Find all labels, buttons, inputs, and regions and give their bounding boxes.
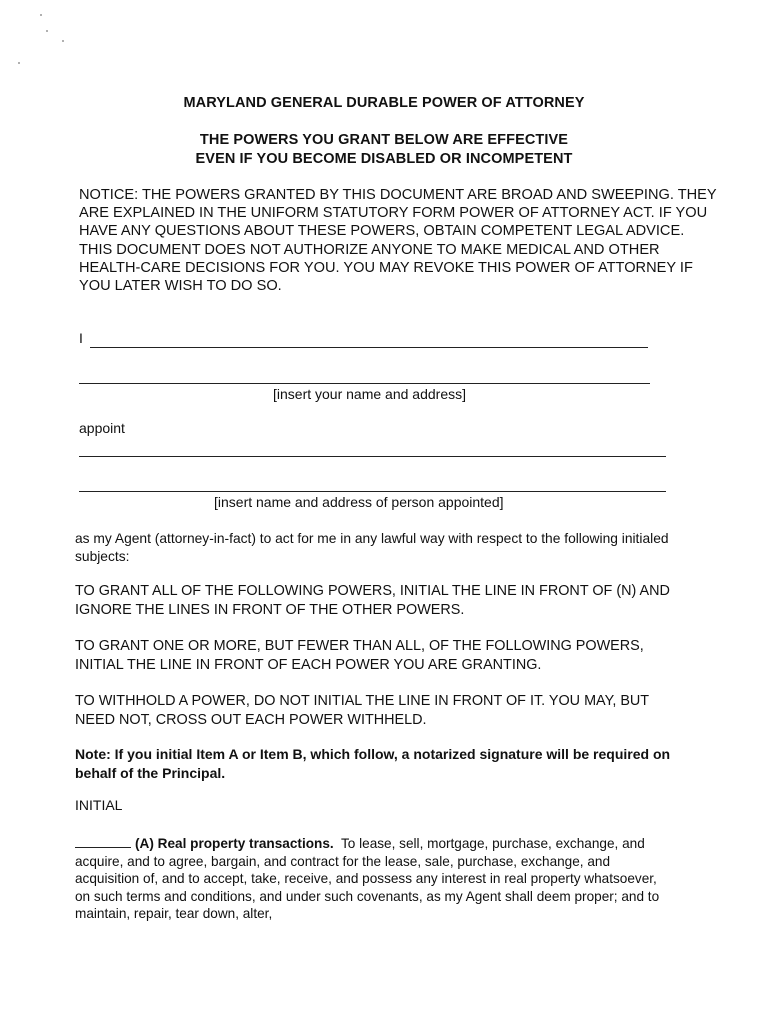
notarization-note: Note: If you initial Item A or Item B, which follow, a notarized signature will be required on behalf of the Principal.	[75, 746, 671, 781]
document-title: MARYLAND GENERAL DURABLE POWER OF ATTORNEY	[183, 95, 585, 111]
agent-name-line[interactable]	[79, 456, 666, 457]
agent-address-line[interactable]	[79, 491, 666, 492]
item-a-real-property	[75, 835, 675, 923]
grant-some-instruction: TO GRANT ONE OR MORE, BUT FEWER THAN ALL, OF THE FOLLOWING POWERS, INITIAL THE LINE IN FRONT OF EACH POWER YOU ARE GRANTING.	[75, 638, 644, 673]
principal-hint: [insert your name and address]	[273, 386, 466, 402]
agent-paragraph: as my Agent (attorney-in-fact) to act for me in any lawful way with respect to the following initialed subjects:	[75, 531, 669, 564]
notice-paragraph: NOTICE: THE POWERS GRANTED BY THIS DOCUMENT ARE BROAD AND SWEEPING. THEY ARE EXPLAINED IN THE UNIFORM STATUTORY FORM POWER OF ATTORNEY ACT. IF YOU HAVE ANY QUESTIONS ABOUT THESE POWERS, OBTAIN COMPETENT LEGAL ADVICE. THIS DOCUMENT DOES NOT AUTHORIZE ANYONE TO MAKE MEDICAL AND OTHER HEALTH-CARE DECISIONS FOR YOU. YOU MAY REVOKE THIS POWER OF ATTORNEY IF YOU LATER WISH TO DO SO.	[79, 187, 717, 295]
subtitle-line-1: THE POWERS YOU GRANT BELOW ARE EFFECTIVE	[199, 132, 569, 148]
principal-address-line[interactable]	[79, 383, 650, 384]
grant-all-instruction: TO GRANT ALL OF THE FOLLOWING POWERS, INITIAL THE LINE IN FRONT OF (N) AND IGNORE THE LINES IN FRONT OF THE OTHER POWERS.	[75, 583, 670, 618]
appoint-label: appoint	[79, 420, 125, 436]
initial-label: INITIAL	[75, 797, 123, 813]
scan-speck	[46, 30, 48, 32]
principal-label: I	[79, 330, 83, 346]
item-a-initial-line[interactable]	[75, 837, 131, 848]
item-a-text: To lease, sell, mortgage, purchase, exchange, and acquire, and to agree, bargain, and contract for the lease, sale, purchase, exchange, and acquisition of, and to accept, take, receive, and possess any interest in real property whatsoever, on such terms and conditions, and under such covenants, as my Agent shall deem proper; and to maintain, repair, tear down, alter,	[75, 836, 660, 922]
principal-name-line[interactable]	[90, 347, 648, 348]
subtitle-line-2: EVEN IF YOU BECOME DISABLED OR INCOMPETENT	[195, 151, 573, 167]
scan-speck	[18, 62, 20, 64]
document-subtitle	[0, 131, 768, 169]
withhold-instruction: TO WITHHOLD A POWER, DO NOT INITIAL THE LINE IN FRONT OF IT. YOU MAY, BUT NEED NOT, CROSS OUT EACH POWER WITHHELD.	[75, 693, 649, 728]
scan-speck	[62, 40, 64, 42]
scan-speck	[40, 14, 42, 16]
item-a-heading: (A) Real property transactions.	[135, 836, 334, 851]
agent-hint: [insert name and address of person appointed]	[214, 494, 504, 510]
